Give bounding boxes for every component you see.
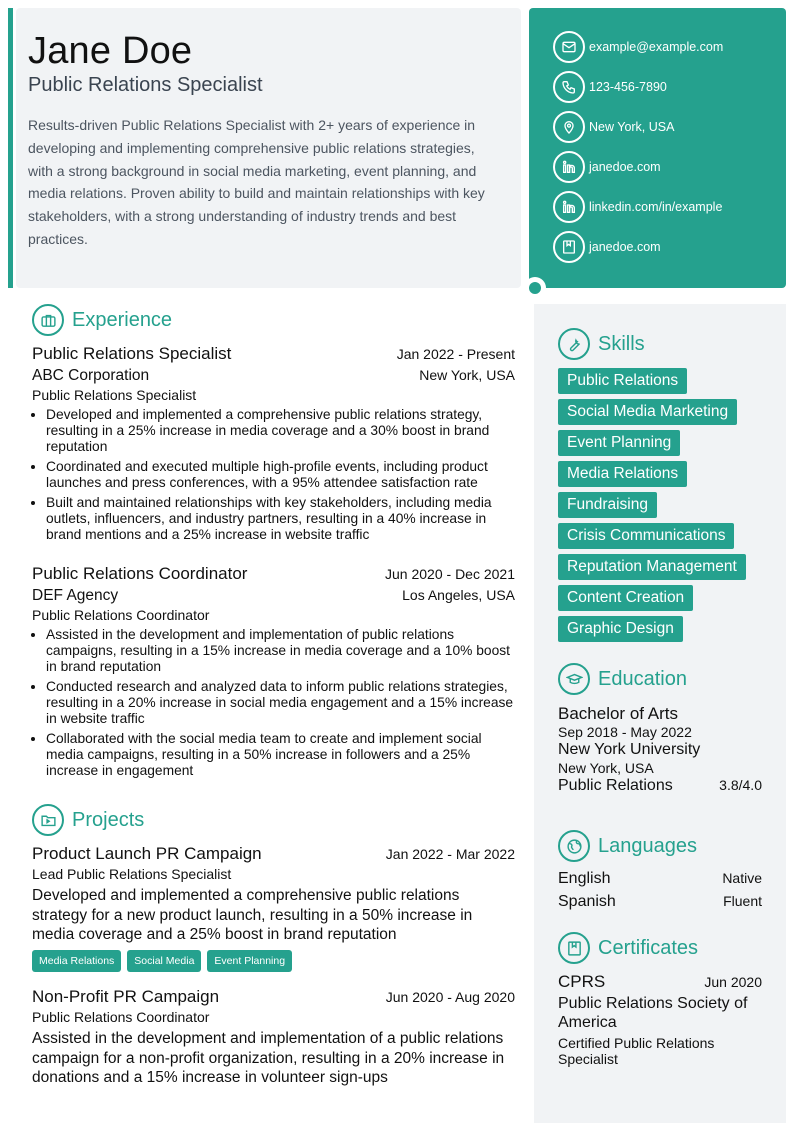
- education-date: Sep 2018 - May 2022: [558, 724, 692, 740]
- project-title: Non-Profit PR Campaign: [32, 987, 220, 1006]
- project-tag: Event Planning: [207, 950, 292, 972]
- contact-phone[interactable]: [553, 71, 667, 103]
- skill-badge: Reputation Management: [558, 554, 746, 580]
- linkedin-icon: [553, 191, 585, 223]
- education-heading: [558, 663, 687, 695]
- wrench-icon: [558, 328, 590, 360]
- portfolio-icon: [553, 231, 585, 263]
- field-of-study: Public Relations: [558, 777, 673, 794]
- company-name: ABC Corporation: [32, 367, 150, 384]
- certificate-name: CPRS: [558, 972, 606, 991]
- profile-summary: Results-driven Public Relations Specialist with 2+ years of experience in developing and implementing comprehensive public relations strategies, with a strong background in social media marketing, event planning, and media relations. Proven ability to build and maintain relationships with key stakeholders, with a strong understanding of industry trends and best practices.: [28, 117, 485, 247]
- contact-website-text: janedoe.com: [589, 160, 661, 174]
- language-name: English: [558, 870, 611, 887]
- job-location: Los Angeles, USA: [402, 587, 515, 603]
- education-title: Education: [598, 667, 687, 690]
- certificates-title: Certificates: [598, 936, 699, 959]
- job-date: Jun 2020 - Dec 2021: [385, 566, 515, 582]
- experience-heading: [32, 304, 172, 336]
- language-level: Fluent: [723, 893, 762, 909]
- certificates-heading: [558, 932, 698, 964]
- project-title: Product Launch PR Campaign: [32, 844, 262, 863]
- project-description: Assisted in the development and implementation of a public relations campaign for a non-profit organization, resulting in a 20% increase in donations and a 15% increase in volunteer sign-ups: [32, 1030, 505, 1086]
- graduation-cap-icon: [558, 663, 590, 695]
- project-date: Jan 2022 - Mar 2022: [385, 846, 515, 862]
- contact-linkedin[interactable]: [553, 191, 722, 223]
- contact-phone-text: 123-456-7890: [589, 80, 667, 94]
- email-icon: [553, 31, 585, 63]
- job-bullets: [32, 627, 515, 779]
- company-name: DEF Agency: [32, 587, 119, 604]
- phone-icon: [553, 71, 585, 103]
- skills-heading: [558, 328, 645, 360]
- degree: Bachelor of Arts: [558, 704, 679, 723]
- contact-portfolio-text: janedoe.com: [589, 240, 661, 254]
- certificate-description: Certified Public Relations Specialist: [558, 1035, 715, 1067]
- language-name: Spanish: [558, 893, 616, 910]
- skill-badge: Social Media Marketing: [558, 399, 737, 425]
- languages-heading: [558, 830, 697, 862]
- contact-linkedin-text: linkedin.com/in/example: [589, 200, 723, 214]
- location-icon: [553, 111, 585, 143]
- language-row: [558, 893, 762, 911]
- certificate-entry: [558, 972, 762, 1067]
- contact-email-text: example@example.com: [589, 40, 724, 54]
- project-role: Lead Public Relations Specialist: [32, 866, 232, 882]
- project-entry: [32, 987, 515, 1088]
- gpa: 3.8/4.0: [719, 777, 762, 793]
- skill-badge: Graphic Design: [558, 616, 683, 642]
- projects-title: Projects: [72, 808, 145, 831]
- language-level: Native: [722, 870, 762, 886]
- contact-location: [553, 111, 674, 143]
- experience-title: Experience: [72, 308, 173, 331]
- experience-entry: [32, 564, 515, 783]
- skill-badge: Media Relations: [558, 461, 687, 487]
- job-bullets: [32, 407, 515, 543]
- project-tag: Social Media: [127, 950, 201, 972]
- job-location: New York, USA: [419, 367, 515, 383]
- job-date: Jan 2022 - Present: [396, 346, 515, 362]
- skill-badge: Crisis Communications: [558, 523, 734, 549]
- candidate-name: Jane Doe: [28, 30, 193, 72]
- globe-icon: [558, 830, 590, 862]
- project-description: Developed and implemented a comprehensive public relations strategy for a new product launch, resulting in a 50% increase in media coverage and a 25% boost in brand reputation: [32, 887, 473, 943]
- bullet-item: • Developed and implemented a comprehensive public relations strategy, resulting in a 25% increase in media coverage and a 30% boost in brand reputation: [46, 407, 515, 455]
- job-role: Public Relations Coordinator: [32, 607, 210, 623]
- projects-heading: [32, 804, 144, 836]
- header-accent-bar: [8, 8, 13, 288]
- school-name: New York University: [558, 741, 701, 758]
- skill-badge: Fundraising: [558, 492, 657, 518]
- project-tags: [32, 950, 515, 972]
- skills-title: Skills: [598, 332, 645, 355]
- contact-location-text: New York, USA: [589, 120, 675, 134]
- project-role: Public Relations Coordinator: [32, 1009, 210, 1025]
- certificate-issuer: Public Relations Society of America: [558, 995, 748, 1031]
- project-date: Jun 2020 - Aug 2020: [385, 989, 515, 1005]
- bullet-item: • Assisted in the development and implementation of public relations campaigns, resulting in a 15% increase in media coverage and a 10% boost in brand reputation: [46, 627, 515, 675]
- briefcase-icon: [32, 304, 64, 336]
- bullet-item: • Coordinated and executed multiple high-profile events, including product launches and press conferences, with a 95% attendee satisfaction rate: [46, 459, 515, 491]
- bullet-item: • Built and maintained relationships with key stakeholders, including media outlets, influencers, and industry partners, resulting in a 40% increase in brand mentions and a 25% increase in website traffic: [46, 495, 515, 543]
- contact-website[interactable]: [553, 151, 661, 183]
- certificate-icon: [558, 932, 590, 964]
- contact-email[interactable]: [553, 31, 723, 63]
- skill-badge: Event Planning: [558, 430, 680, 456]
- project-tag: Media Relations: [32, 950, 121, 972]
- contact-portfolio[interactable]: [553, 231, 661, 263]
- skill-badge: Content Creation: [558, 585, 693, 611]
- job-title: Public Relations Coordinator: [32, 564, 248, 583]
- project-entry: [32, 844, 515, 972]
- timeline-dot: [529, 282, 541, 294]
- education-entry: [558, 704, 762, 795]
- experience-entry: [32, 344, 515, 547]
- certificate-date: Jun 2020: [704, 974, 762, 990]
- bullet-item: • Conducted research and analyzed data to inform public relations strategies, resulting in a 20% increase in social media engagement and a 15% increase in website traffic: [46, 679, 515, 727]
- candidate-title: Public Relations Specialist: [28, 74, 263, 96]
- languages-title: Languages: [598, 834, 697, 857]
- job-title: Public Relations Specialist: [32, 344, 232, 363]
- skill-badge: Public Relations: [558, 368, 687, 394]
- folder-icon: [32, 804, 64, 836]
- bullet-item: • Collaborated with the social media team to create and implement social media campaigns, resulting in a 50% increase in followers and a 25% increase in engagement: [46, 731, 515, 779]
- school-location: New York, USA: [558, 760, 654, 776]
- job-role: Public Relations Specialist: [32, 387, 197, 403]
- linkedin-icon: [553, 151, 585, 183]
- language-row: [558, 870, 762, 888]
